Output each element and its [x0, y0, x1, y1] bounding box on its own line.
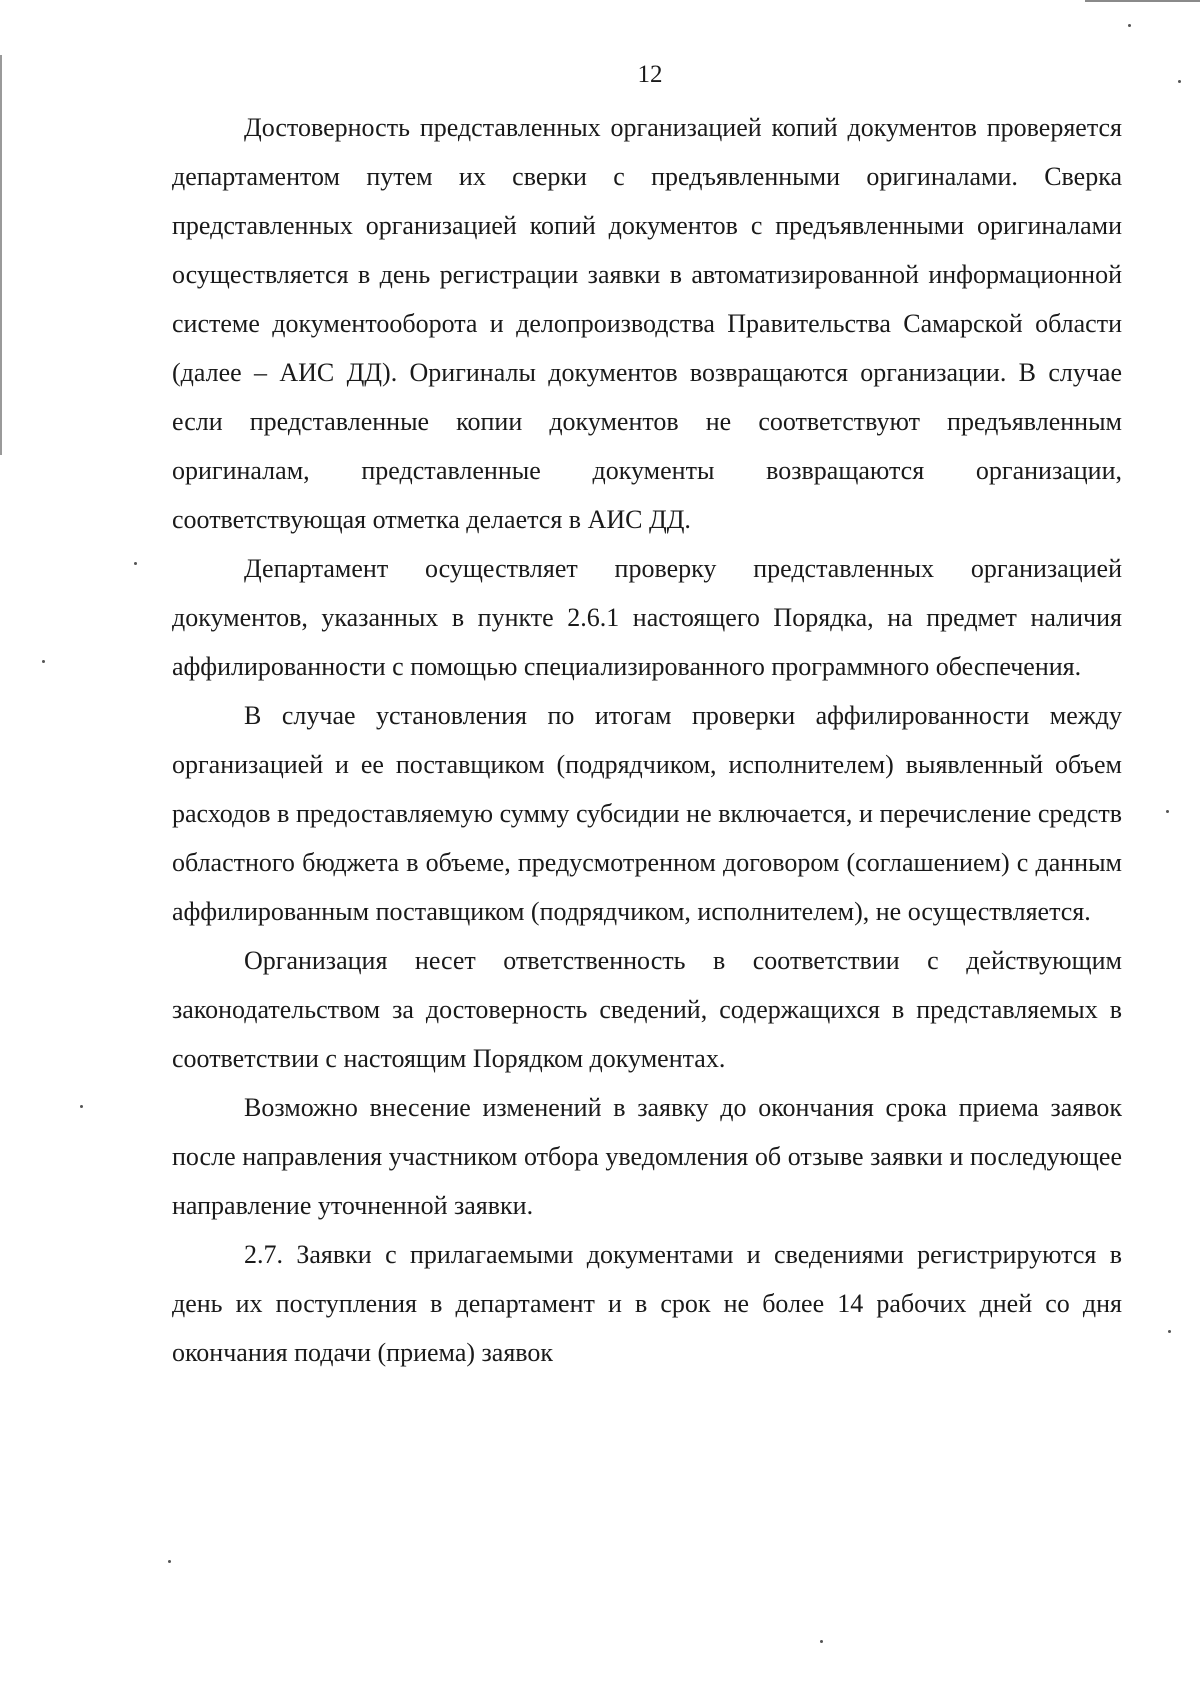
- paragraph-affiliation-result: В случае установления по итогам проверки аффилированности между организацией и ее поставщиком (подрядчиком, исполнителем) выявленный объем расходов в предоставляемую сумму субсидии не включается, и перечисление средств областного бюджета в объеме, предусмотренном договором (соглашением) с данным аффилированным поставщиком (подрядчиком, исполнителем), не осуществляется.: [172, 701, 1122, 926]
- page-number: 12: [637, 61, 663, 88]
- paragraph-registration: 2.7. Заявки с прилагаемыми документами и сведениями регистрируются в день их поступления в департамент и в срок не более 14 рабочих дней со дня окончания подачи (приема) заявок: [172, 1240, 1122, 1367]
- scan-speck: [1166, 810, 1169, 813]
- document-body: [172, 103, 1122, 1377]
- scan-edge-left: [0, 55, 2, 455]
- scan-speck: [80, 1105, 83, 1108]
- scan-speck: [820, 1640, 823, 1643]
- scan-speck: [42, 660, 45, 663]
- scan-speck: [1128, 24, 1131, 27]
- scan-edge-top: [1085, 0, 1200, 2]
- paragraph-copies-verification: Достоверность представленных организацией копий документов проверяется департаментом путем их сверки с предъявленными оригиналами. Сверка представленных организацией копий документов с предъявленными оригиналами осуществляется в день регистрации заявки в автоматизированной информационной системе документооборота и делопроизводства Правительства Самарской области (далее – АИС ДД). Оригиналы документов возвращаются организации. В случае если представленные копии документов не соответствуют предъявленным оригиналам, представленные документы возвращаются организации, соответствующая отметка делается в АИС ДД.: [172, 113, 1122, 534]
- scan-speck: [168, 1560, 171, 1563]
- scan-speck: [134, 562, 137, 565]
- scan-speck: [1168, 1330, 1171, 1333]
- paragraph-application-changes: Возможно внесение изменений в заявку до окончания срока приема заявок после направления участником отбора уведомления об отзыве заявки и последующее направление уточненной заявки.: [172, 1093, 1122, 1220]
- paragraph-affiliation-check: Департамент осуществляет проверку представленных организацией документов, указанных в пункте 2.6.1 настоящего Порядка, на предмет наличия аффилированности с помощью специализированного программного обеспечения.: [172, 554, 1122, 681]
- paragraph-responsibility: Организация несет ответственность в соответствии с действующим законодательством за достоверность сведений, содержащихся в представляемых в соответствии с настоящим Порядком документах.: [172, 946, 1122, 1073]
